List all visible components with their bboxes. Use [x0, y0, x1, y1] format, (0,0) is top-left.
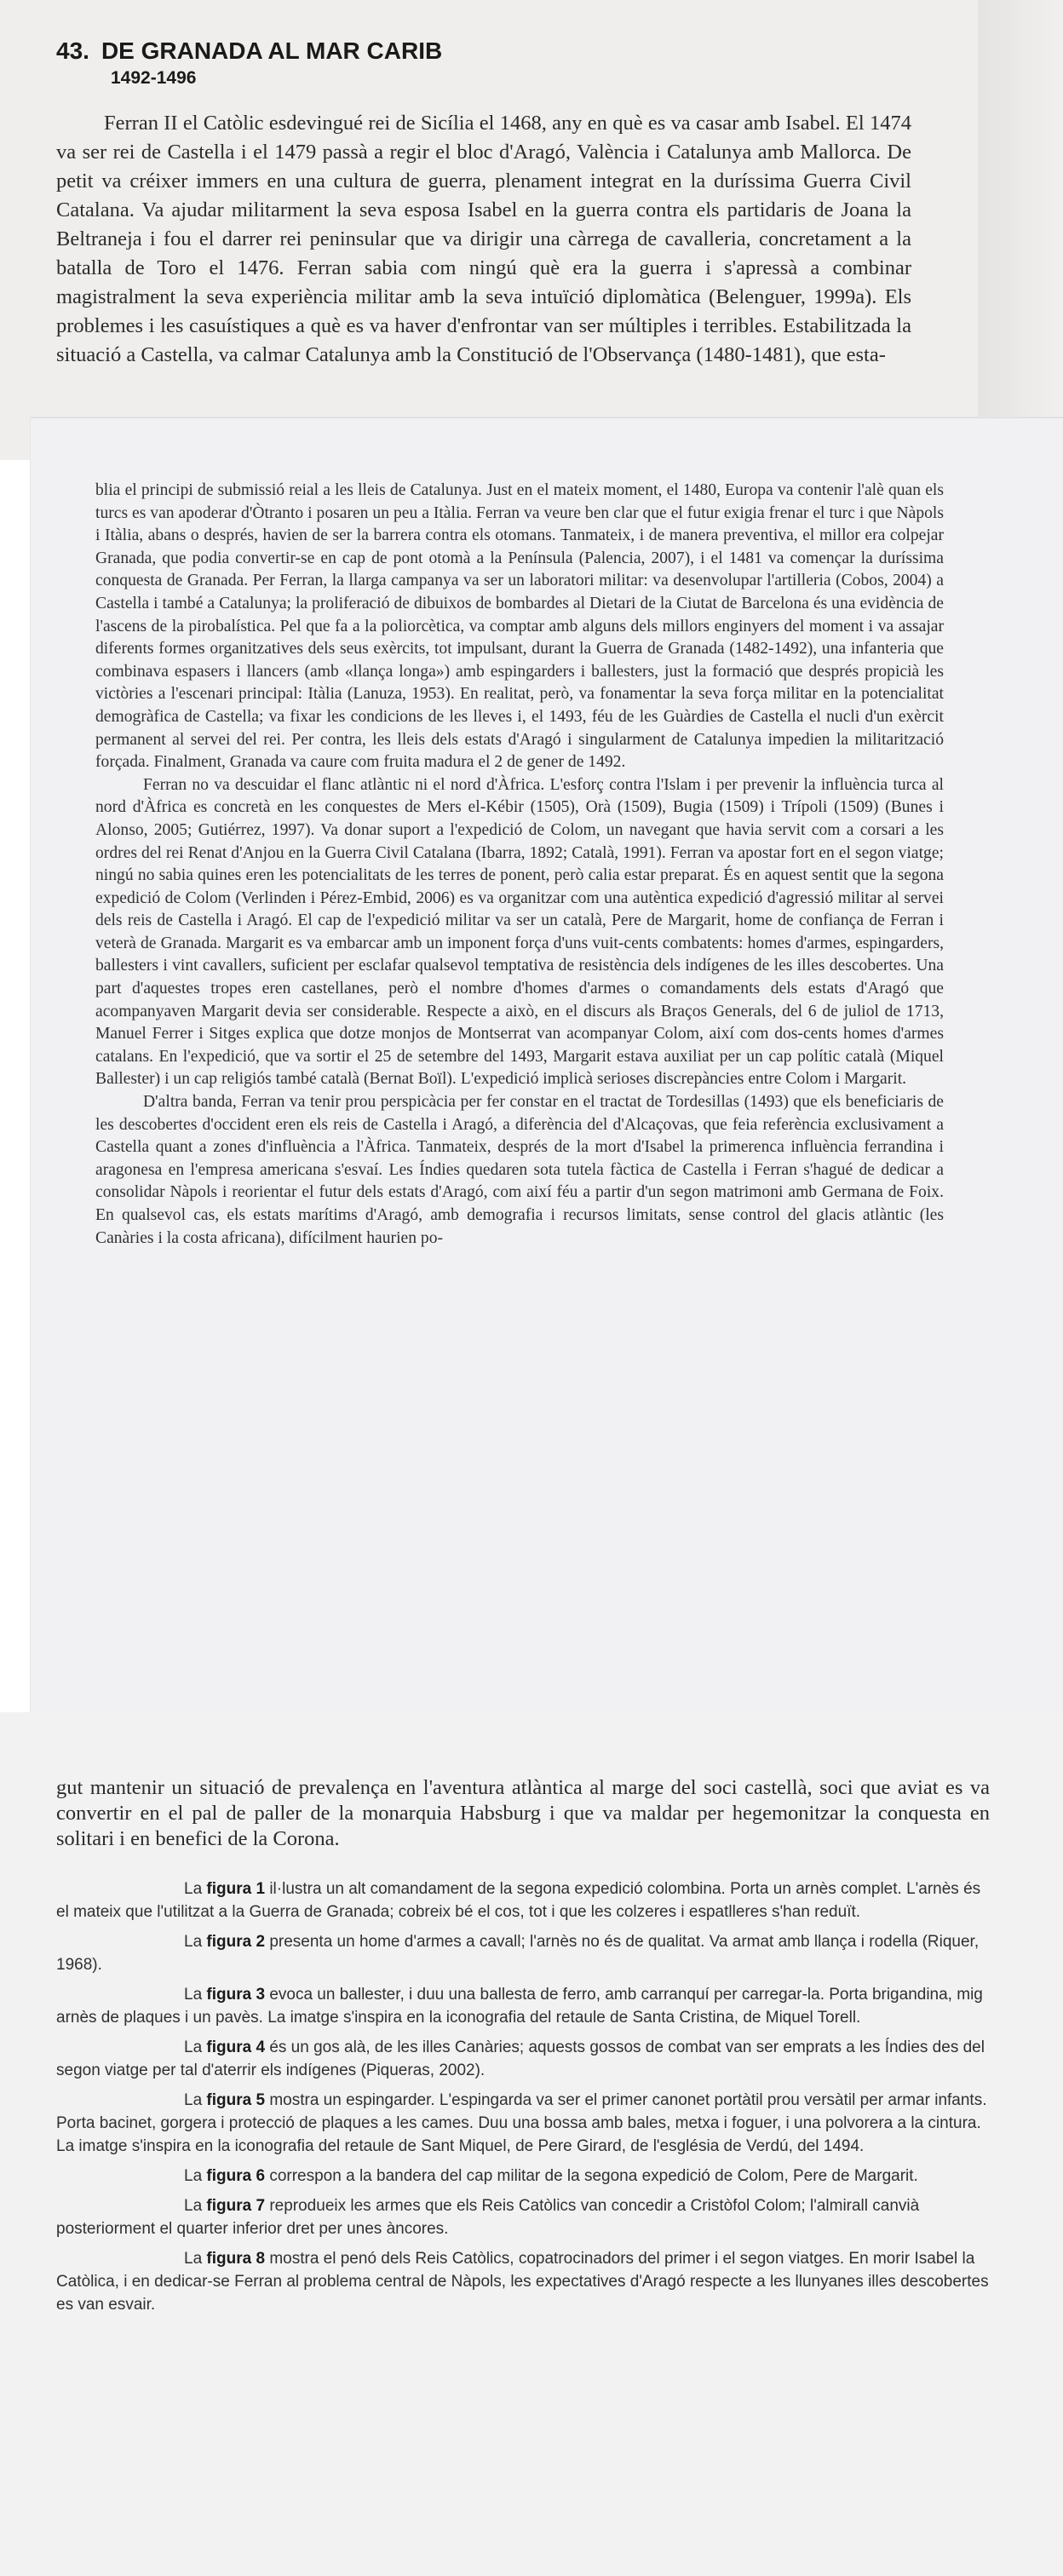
chapter-heading — [56, 37, 911, 89]
figure-captions — [56, 1877, 990, 2316]
caption-figure-6: La figura 6 correspon a la bandera del cap militar de la segona expedició de Colom, Pere de Margarit. — [184, 2167, 918, 2185]
paragraph-2: Ferran no va descuidar el flanc atlàntic ni el nord d'Àfrica. L'esforç contra l'Islam i per prevenir la influència turca al nord d'Àfrica es concretà en les conquestes de Mers el-Kébir (1505), Orà (1509), Bugia (1509) i Trípoli (1509) (Bunes i Alonso, 2005; Gutiérrez, 1997). Va donar suport a l'expedició de Colom, un navegant que havia servit com a corsari a les ordres del rei Renat d'Anjou en la Guerra Civil Catalana (Ibarra, 1892; Català, 1991). Ferran va apostar fort en el segon viatge; ningú no sabia quines eren les potencialitats de les terres de ponent, però calia estar preparat. És en aquest sentit que la segona expedició de Colom (Verlinden i Pérez-Embid, 2006) es va organitzar com una autèntica expedició d'agressió militar al servei dels reis de Castella i Aragó. El cap de l'expedició militar va ser un català, Pere de Margarit, home de confiança de Ferran i veterà de Granada. Margarit es va embarcar amb un imponent força d'uns vuit-cents combatents: homes d'armes, espingarders, ballesters i vint cavallers, suficient per esclafar qualsevol temptativa de resistència dels indígenes de les illes descobertes. Una part d'aquestes tropes eren castellanes, però el nombre d'homes d'armes o comandaments dels estats d'Aragó que acompanyaven Margarit devia ser considerable. Respecte a això, en el discurs als Braços Generals, del 6 de juliol de 1713, Manuel Ferrer i Sitges explica que dotze monjos de Montserrat van acompanyar Colom, així com dos-cents homes d'armes catalans. En l'expedició, que va sortir el 25 de setembre del 1493, Margarit estava auxiliat per un cap polític català (Miquel Ballester) i un cap religiós també català (Bernat Boïl). L'expedició implicà serioses discrepàncies entre Colom i Margarit. — [95, 775, 944, 1089]
chapter-number: 43. — [56, 37, 89, 64]
page-scan-bottom — [0, 1712, 1063, 2576]
paragraph-1-continued: blia el principi de submissió reial a les lleis de Catalunya. Just en el mateix moment, el 1480, Europa va contenir l'alè quan els turcs es van apoderar d'Òtranto i posaren un peu a Itàlia. Ferran va veure ben clar que el futur exigia frenar el turc i que Nàpols i Itàlia, abans o després, havien de ser la barrera contra els otomans. Tanmateix, i de manera preventiva, el millor era colpejar Granada, que podia convertir-se en cap de pont otomà a la Península (Palencia, 2007), i el 1481 va començar la duríssima conquesta de Granada. Per Ferran, la llarga campanya va ser un laboratori militar: va desenvolupar l'artilleria (Cobos, 2004) a Castella i també a Catalunya; la proliferació de dibuixos de bombardes al Dietari de la Ciutat de Barcelona és una evidència de l'ascens de la pirobalística. Pel que fa a la poliorcètica, va comptar amb alguns dels millors enginyers del moment i va assajar diferents formes organitzatives dels seus exèrcits, tot impulsant, durant la Guerra de Granada (1482-1492), una infanteria que combinava espasers i llancers (amb «llança longa») amb espingarders i ballesters, just la formació que després propicià les victòries a l'escenari principal: Itàlia (Lanuza, 1953). En realitat, però, va fonamentar la seva força militar en la potencialitat demogràfica de Castella; va fixar les condicions de les lleves i, el 1493, féu de les Guàrdies de Castella el nucli d'un exèrcit permanent al servei del rei. Per contra, les lleis dels estats d'Aragó i singularment de Catalunya impedien la militarització forçada. Finalment, Granada va caure com fruita madura el 2 de gener de 1492. — [95, 481, 944, 772]
caption-figure-5: La figura 5 mostra un espingarder. L'espingarda va ser el primer canonet portàtil prou versàtil per armar infants. Porta bacinet, gorgera i protecció de plaques a les cames. Duu una bossa amb bales, metxa i foguer, i una polvorera a la cintura. La imatge s'inspira en la iconografia del retaule de Sant Miquel, de Pere Girard, de l'església de Verdú, del 1494. — [56, 2091, 987, 2155]
caption-figure-4: La figura 4 és un gos alà, de les illes Canàries; aquests gossos de combat van ser emprats a les Índies des del segon viatge per tal d'aterrir els indígenes (Piqueras, 2002). — [56, 2038, 985, 2079]
paragraph-1: Ferran II el Catòlic esdevingué rei de Sicília el 1468, any en què es va casar amb Isabel. El 1474 va ser rei de Castella i el 1479 passà a regir el bloc d'Aragó, València i Catalunya amb Mallorca. De petit va créixer immers en una cultura de guerra, plenament integrat en la duríssima Guerra Civil Catalana. Va ajudar militarment la seva esposa Isabel en la guerra contra els partidaris de Joana la Beltraneja i fou el darrer rei peninsular que va dirigir una càrrega de cavalleria, concretament a la batalla de Toro el 1476. Ferran sabia com ningú què era la guerra i s'apressà a combinar magistralment la seva experiència militar amb la seva intuïció diplomàtica (Belenguer, 1999a). Els problemes i les casuístiques a què es va haver d'enfrontar van ser múltiples i terribles. Estabilitzada la situació a Castella, va calmar Catalunya amb la Constitució de l'Observança (1480-1481), que esta- — [56, 112, 911, 366]
caption-figure-3: La figura 3 evoca un ballester, i duu una ballesta de ferro, amb carranquí per carregar-la. Porta brigandina, mig arnès de plaques i un pavès. La imatge s'inspira en la iconografia del retaule de Santa Cristina, de Miquel Torell. — [56, 1986, 983, 2027]
page-scan-middle — [31, 417, 1063, 1712]
caption-figure-8: La figura 8 mostra el penó dels Reis Catòlics, copatrocinadors del primer i el segon viatges. En morir Isabel la Catòlica, i en dedicar-se Ferran al problema central de Nàpols, les expectatives d'Aragó respecte a les llunyanes illes descobertes es van esvair. — [56, 2250, 989, 2314]
caption-figure-1: La figura 1 il·lustra un alt comandament de la segona expedició colombina. Porta un arnès complet. L'arnès és el mateix que l'utilitzat a la Guerra de Granada; cobreix bé el cos, tot i que les colzeres i espatlleres s'han reduït. — [56, 1880, 981, 1921]
caption-figure-7: La figura 7 reprodueix les armes que els Reis Catòlics van concedir a Cristòfol Colom; l'almirall canvià posteriorment el quarter inferior dret per unes àncores. — [56, 2197, 920, 2238]
paragraph-3-continued: gut mantenir un situació de prevalença en l'aventura atlàntica al marge del soci castellà, soci que aviat es va convertir en el pal de paller de la monarquia Habsburg i que va maldar per hegemonitzar la conquesta en solitari i en benefici de la Corona. — [56, 1776, 990, 1850]
chapter-title: DE GRANADA AL MAR CARIB — [101, 37, 443, 64]
caption-figure-2: La figura 2 presenta un home d'armes a cavall; l'arnès no és de qualitat. Va armat amb llança i rodella (Riquer, 1968). — [56, 1933, 980, 1974]
chapter-years: 1492-1496 — [111, 68, 197, 88]
paragraph-3: D'altra banda, Ferran va tenir prou perspicàcia per fer constar en el tractat de Tordesillas (1493) que els beneficiaris de les descobertes d'occident eren els reis de Castella i Aragó, a diferència del d'Alcaçovas, que feia referència exclusivament a Castella quant a zones d'influència a l'Àfrica. Tanmateix, després de la mort d'Isabel la primerenca influència ferrandina i aragonesa en l'empresa americana s'esvaí. Les Índies quedaren sota tutela fàctica de Castella i Ferran s'hagué de dedicar a consolidar Nàpols i reorientar el futur dels estats d'Aragó, com així féu a partir d'un segon matrimoni amb Germana de Foix. En qualsevol cas, els estats marítims d'Aragó, amb demografia i recursos limitats, sense control del glacis atlàntic (les Canàries i la costa africana), difícilment haurien po- — [95, 1093, 944, 1247]
page-scan-top — [0, 0, 978, 460]
